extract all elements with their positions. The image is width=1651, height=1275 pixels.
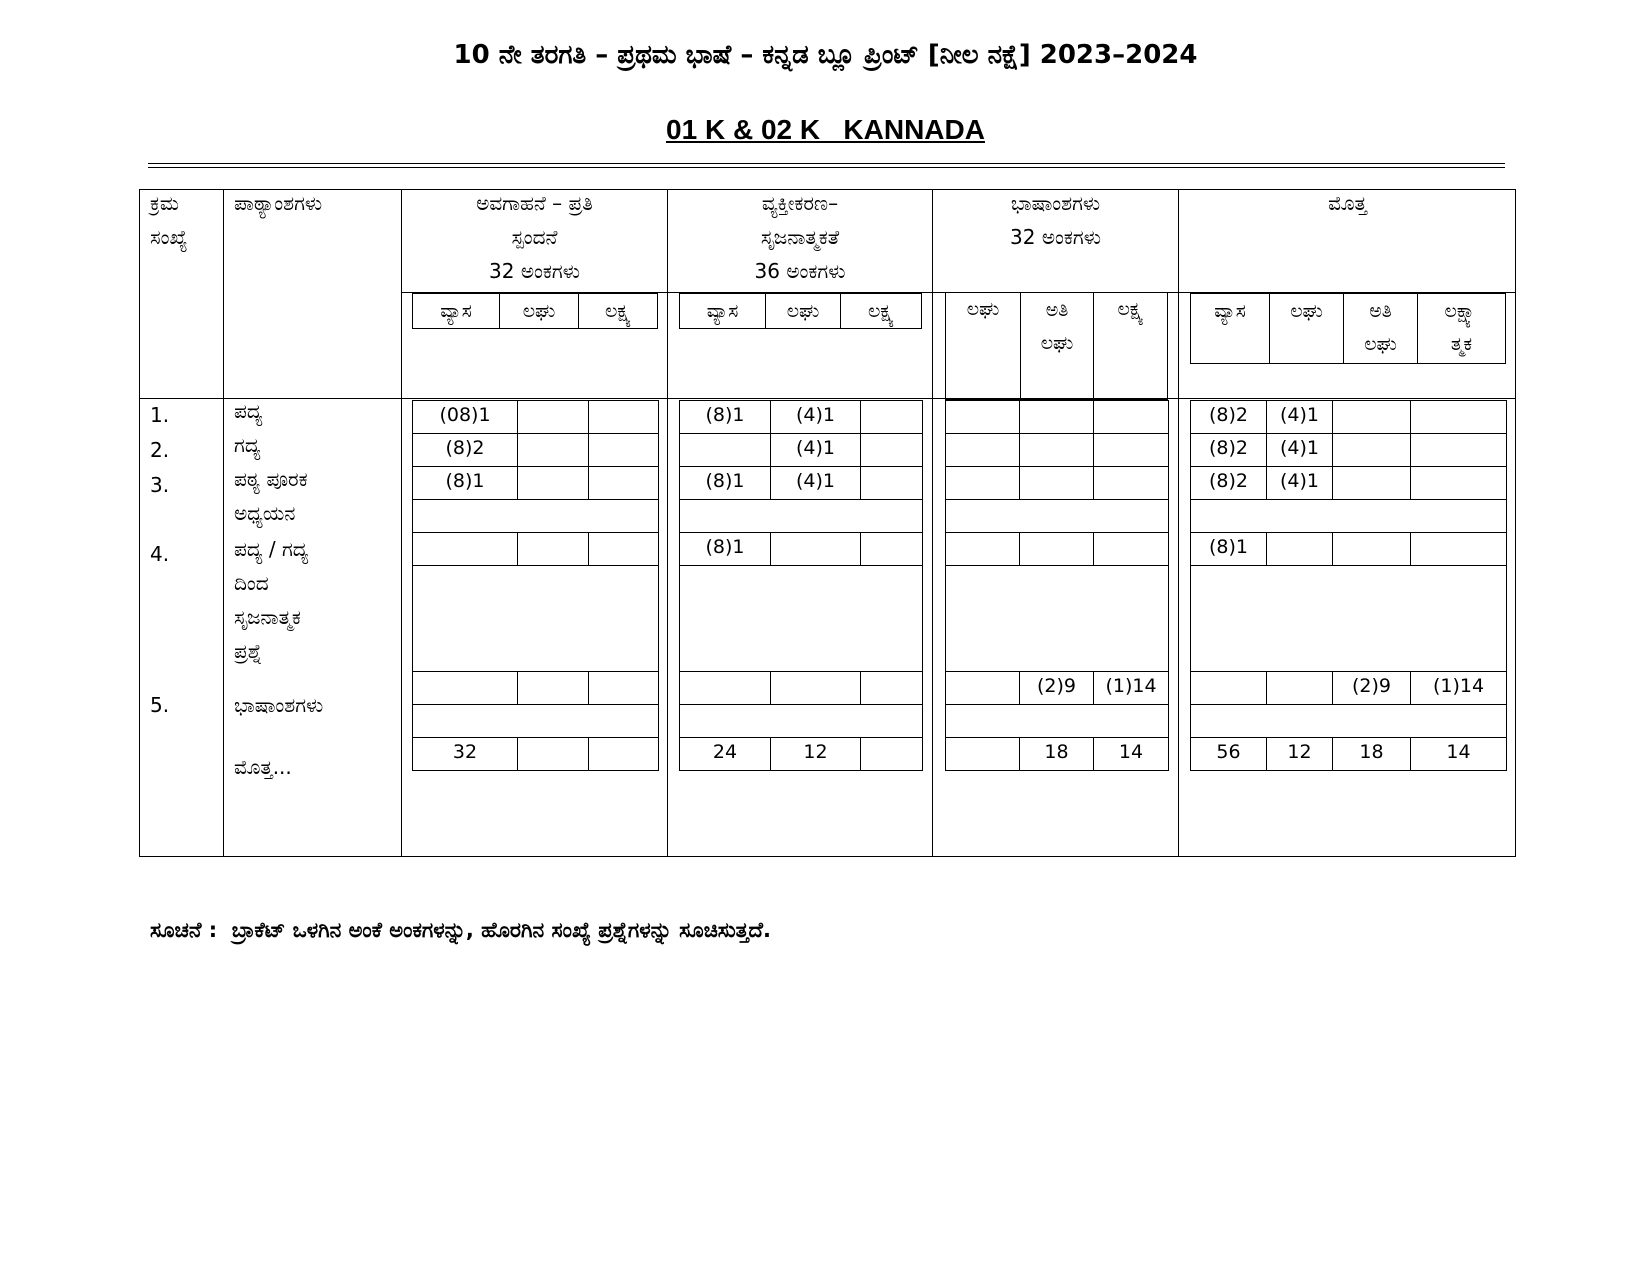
cell — [518, 672, 589, 705]
cell — [771, 672, 861, 705]
row-label: ಪದ್ಯ — [234, 399, 263, 423]
cell-total: 14 — [1411, 738, 1507, 771]
subheader-g3-short2: ಲಘು — [1040, 332, 1074, 354]
cell — [413, 672, 518, 705]
cell — [946, 401, 1020, 434]
subheader-g4-very: ಅತಿ — [1369, 300, 1392, 322]
cell — [861, 533, 923, 566]
cell — [861, 672, 923, 705]
cell — [1333, 401, 1411, 434]
cell: (4)1 — [771, 434, 861, 467]
cell — [861, 467, 923, 500]
cell-total — [518, 738, 589, 771]
cell — [589, 533, 659, 566]
cell — [1411, 401, 1507, 434]
cell — [589, 434, 659, 467]
cell-total: 12 — [1267, 738, 1333, 771]
cell — [1020, 434, 1094, 467]
subheader-g3-objective: ಲಕ್ಷ್ಯ — [1117, 298, 1144, 320]
cell: (4)1 — [1267, 401, 1333, 434]
cell-total — [946, 738, 1020, 771]
cell — [1094, 401, 1169, 434]
header-g1-line2: ಸ್ಪಂದನೆ — [511, 225, 558, 249]
grid-total — [1190, 400, 1507, 771]
cell-blank — [946, 500, 1169, 533]
cell — [1267, 533, 1333, 566]
cell — [1020, 467, 1094, 500]
header-g1-line1: ಅವಗಾಹನೆ – ಪ್ರತಿ — [476, 191, 593, 215]
cell: (4)1 — [771, 467, 861, 500]
cell — [518, 401, 589, 434]
header-g2-line1: ವ್ಯಕ್ತೀಕರಣ– — [761, 191, 839, 215]
cell-blank — [1191, 705, 1507, 738]
cell: (08)1 — [413, 401, 518, 434]
header-sl-no-line1: ಕ್ರಮ — [150, 191, 179, 215]
subheader-g1-short: ಲಘು — [500, 294, 579, 329]
cell — [680, 672, 771, 705]
row-number: 1. — [150, 403, 170, 427]
cell — [518, 533, 589, 566]
cell: (4)1 — [771, 401, 861, 434]
subheader-g4-essay: ವ್ಯಾಸ — [1191, 294, 1270, 363]
cell-blank — [946, 705, 1169, 738]
header-sl-no — [150, 186, 188, 254]
cell: (4)1 — [1267, 434, 1333, 467]
cell: (8)2 — [1191, 467, 1267, 500]
cell — [518, 467, 589, 500]
row-label-line2: ದಿಂದ — [234, 571, 269, 595]
subheader-g4-objective-2: ತ್ಮಕ — [1450, 333, 1473, 355]
cell: (1)14 — [1094, 672, 1169, 705]
cell — [589, 467, 659, 500]
subheader-g2 — [679, 293, 922, 329]
cell: (8)1 — [680, 401, 771, 434]
cell: (1)14 — [1411, 672, 1507, 705]
row-label — [234, 462, 308, 530]
row-number: 5. — [150, 693, 170, 717]
cell: (2)9 — [1020, 672, 1094, 705]
cell-total: 14 — [1094, 738, 1169, 771]
cell — [1020, 533, 1094, 566]
cell-blank — [413, 500, 659, 533]
header-group-expression — [668, 186, 932, 288]
header-g2-line3: 36 ಅಂಕಗಳು — [754, 259, 846, 283]
cell-total: 18 — [1020, 738, 1094, 771]
cell — [1020, 401, 1094, 434]
header-g3-line1: ಭಾಷಾಂಶಗಳು — [1010, 191, 1101, 215]
cell: (8)1 — [680, 467, 771, 500]
subheader-g1 — [412, 293, 658, 329]
cell — [946, 533, 1020, 566]
cell — [1411, 467, 1507, 500]
cell-blank — [1191, 566, 1507, 672]
cell — [1411, 533, 1507, 566]
cell — [413, 533, 518, 566]
cell — [1333, 434, 1411, 467]
row-number: 4. — [150, 542, 170, 566]
page-title: 10 ನೇ ತರಗತಿ – ಪ್ರಥಮ ಭಾಷೆ – ಕನ್ನಡ ಬ್ಲೂ ಪ್ರಿಂಟ್ [ನೀಲ ನಕ್ಷೆ] 2023–2024 — [453, 40, 1198, 70]
cell: (2)9 — [1333, 672, 1411, 705]
cell-blank — [946, 566, 1169, 672]
cell — [1094, 434, 1169, 467]
grid-grammar — [945, 400, 1169, 771]
page-subtitle: 01 K & 02 K KANNADA — [666, 114, 985, 145]
cell: (4)1 — [1267, 467, 1333, 500]
subheader-g4 — [1190, 293, 1506, 364]
cell: (8)1 — [413, 467, 518, 500]
cell-total: 18 — [1333, 738, 1411, 771]
row-label-line1: ಪಠ್ಯ ಪೂರಕ — [234, 467, 308, 491]
row-label: ಭಾಷಾಂಶಗಳು — [234, 693, 324, 717]
cell — [1333, 467, 1411, 500]
cell — [1094, 467, 1169, 500]
cell — [680, 434, 771, 467]
column-divider — [223, 189, 224, 857]
cell — [589, 401, 659, 434]
cell-total — [589, 738, 659, 771]
subheader-g4-objective-1: ಲಕ್ಷ್ಯಾ — [1444, 300, 1479, 322]
cell: (8)2 — [413, 434, 518, 467]
cell: (8)1 — [1191, 533, 1267, 566]
cell-blank — [680, 566, 923, 672]
subheader-g2-objective: ಲಕ್ಷ್ಯ — [868, 300, 894, 322]
cell-total — [861, 738, 923, 771]
title-divider-2 — [148, 167, 1505, 168]
row-label: ಗದ್ಯ — [234, 433, 261, 457]
column-divider — [1178, 189, 1179, 857]
footnote: ಸೂಚನೆ : ಬ್ರಾಕೆಟ್ ಒಳಗಿನ ಅಂಕೆ ಅಂಕಗಳನ್ನು, ಹೊರಗಿನ ಸಂಖ್ಯೆ ಪ್ರಶ್ನೆಗಳನ್ನು ಸೂಚಿಸುತ್ತದೆ. — [150, 918, 771, 942]
subheader-g3-very: ಅತಿ — [1045, 299, 1069, 321]
subheader-g3-short: ಲಘು — [946, 293, 1021, 398]
row-label — [234, 532, 308, 668]
cell — [946, 467, 1020, 500]
subheader-g3 — [945, 293, 1168, 400]
cell — [771, 533, 861, 566]
row-label-line4: ಪ್ರಶ್ನೆ — [234, 639, 263, 663]
cell-blank — [413, 566, 659, 672]
row-label-line2: ಅಧ್ಯಯನ — [234, 501, 296, 525]
row-number: 3. — [150, 473, 170, 497]
cell — [946, 434, 1020, 467]
cell-blank — [1191, 500, 1507, 533]
cell-blank — [680, 705, 923, 738]
grid-comprehension — [412, 400, 659, 771]
title-divider-1 — [148, 163, 1505, 164]
cell — [861, 401, 923, 434]
cell — [518, 434, 589, 467]
header-group-total: ಮೊತ್ತ — [1328, 191, 1367, 215]
subheader-g2-essay: ವ್ಯಾಸ — [680, 294, 766, 329]
header-g3-line2: 32 ಅಂಕಗಳು — [1010, 225, 1101, 249]
cell-blank — [680, 500, 923, 533]
subheader-g4-short2: ಲಘು — [1364, 333, 1397, 355]
column-divider — [401, 189, 402, 857]
cell: (8)1 — [680, 533, 771, 566]
subheader-g4-short: ಲಘು — [1270, 294, 1344, 363]
cell-total: 12 — [771, 738, 861, 771]
cell — [1094, 533, 1169, 566]
cell — [1191, 672, 1267, 705]
cell — [861, 434, 923, 467]
subheader-g4-objective — [1418, 294, 1506, 363]
header-units: ಪಾಠ್ಯಾಂಶಗಳು — [234, 191, 323, 215]
header-g2-line2: ಸೃಜನಾತ್ಮಕತೆ — [760, 225, 840, 249]
subheader-g1-objective: ಲಕ್ಷ್ಯ — [605, 300, 631, 322]
cell: (8)2 — [1191, 401, 1267, 434]
cell-total: 56 — [1191, 738, 1267, 771]
row-label-line3: ಸೃಜನಾತ್ಮಕ — [234, 605, 301, 629]
cell-blank — [413, 705, 659, 738]
cell-total: 24 — [680, 738, 771, 771]
cell-total: 32 — [413, 738, 518, 771]
grid-expression — [679, 400, 923, 771]
cell — [1411, 434, 1507, 467]
header-sl-no-line2: ಸಂಖ್ಯೆ — [150, 225, 188, 249]
header-group-comprehension — [402, 186, 667, 288]
cell: (8)2 — [1191, 434, 1267, 467]
header-g1-line3: 32 ಅಂಕಗಳು — [489, 259, 580, 283]
row-number: 2. — [150, 438, 170, 462]
row-label-total: ಮೊತ್ತ... — [234, 755, 292, 779]
cell — [946, 672, 1020, 705]
subheader-g4-very-short — [1344, 294, 1418, 363]
subheader-g3-very-short — [1021, 293, 1094, 398]
header-group-grammar — [933, 186, 1178, 254]
row-label-line1: ಪದ್ಯ / ಗದ್ಯ — [234, 537, 309, 561]
column-divider — [667, 189, 668, 857]
header-body-divider — [139, 398, 1516, 399]
column-divider — [932, 189, 933, 857]
subheader-g2-short: ಲಘು — [766, 294, 841, 329]
subheader-g1-essay: ವ್ಯಾಸ — [413, 294, 500, 329]
cell — [589, 672, 659, 705]
cell — [1267, 672, 1333, 705]
cell — [1333, 533, 1411, 566]
